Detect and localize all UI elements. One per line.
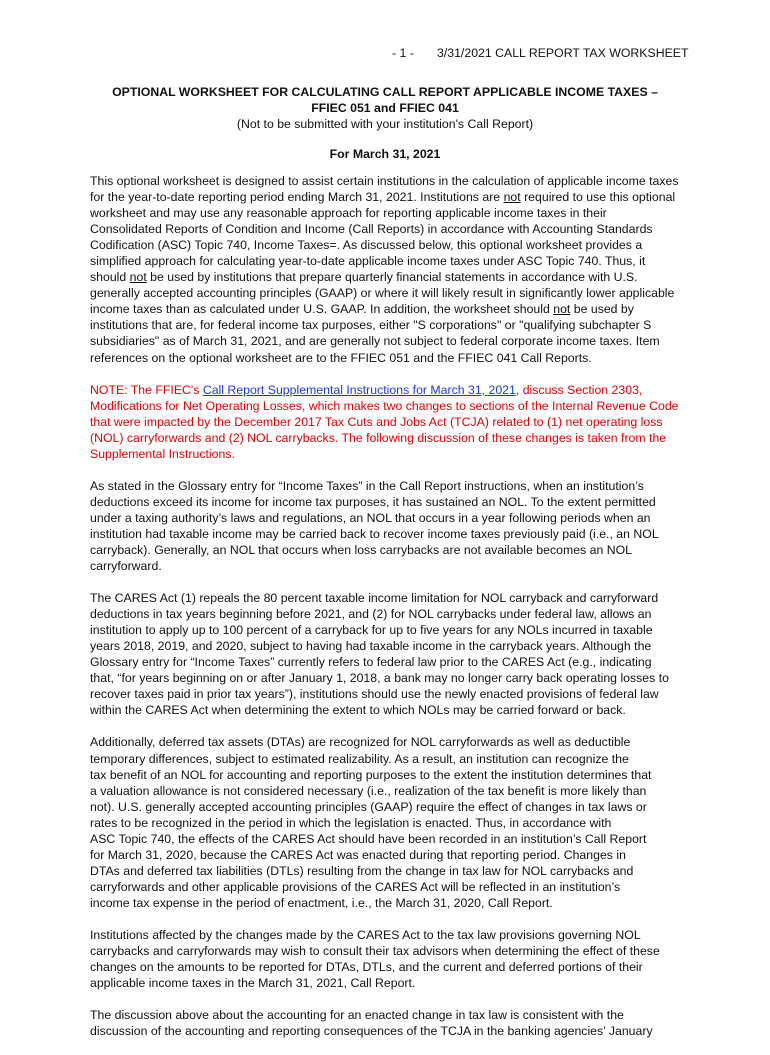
text-line: subsidiaries" as of March 31, 2021, and are generally not subject to federal corporate income taxes. Item (90, 334, 660, 349)
text-line: DTAs and deferred tax liabilities (DTLs) resulting from the change in tax law for NOL carrybacks and (90, 863, 634, 878)
text-line: that were impacted by the December 2017 Tax Cuts and Jobs Act (TCJA) related to (1) net operating loss (90, 414, 663, 429)
text-line: recover taxes paid in prior tax years”), institutions should use the newly enacted provisions of federal law (90, 687, 659, 702)
text-line: NOTE: The FFIEC's Call Report Supplemental Instructions for March 31, 2021, discuss Section 2303, (90, 382, 643, 397)
text-line: worksheet and may use any reasonable approach for reporting applicable income taxes in their (90, 206, 607, 221)
text-line: income tax expense in the period of enactment, i.e., the March 31, 2020, Call Report. (90, 895, 553, 910)
text-line: institution had taxable income may be carried back to recover income taxes previously paid (i.e., an NOL (90, 526, 659, 541)
text-line: applicable income taxes in the March 31, 2021, Call Report. (90, 976, 416, 991)
tcja-discussion-paragraph (90, 1007, 694, 1039)
tax-advisor-paragraph (90, 927, 694, 991)
text-line: deductions in tax years beginning before 2021, and (2) for NOL carrybacks under federal law, allows an (90, 607, 652, 622)
text-line: The CARES Act (1) repeals the 80 percent taxable income limitation for NOL carryback and carryforward (90, 591, 659, 606)
note-paragraph (90, 382, 694, 462)
text-line: ASC Topic 740, the effects of the CARES Act should have been recorded in an institution’s Call Report (90, 831, 647, 846)
text-line: generally accepted accounting principles (GAAP) or where it will likely result in significantly lower applicable (90, 286, 675, 301)
text-line: Institutions affected by the changes made by the CARES Act to the tax law provisions governing NOL (90, 927, 641, 942)
document-title-block (0, 84, 770, 132)
text-line: temporary differences, subject to estimated realizability. As a result, an institution can recognize the (90, 751, 629, 766)
text-line: rates to be recognized in the period in which the legislation is enacted. Thus, in accordance with (90, 815, 612, 830)
text-line: within the CARES Act when determining the extent to which NOLs may be carried forward or back. (90, 703, 626, 718)
supplemental-instructions-link[interactable]: Call Report Supplemental Instructions for March 31, 2021 (202, 382, 516, 397)
text-line: tax benefit of an NOL for accounting and reporting purposes to the extent the institution determines that (90, 767, 652, 782)
text-line: should not be used by institutions that prepare quarterly financial statements in accordance with U.S. (90, 270, 638, 285)
text-line: The discussion above about the accounting for an enacted change in tax law is consistent with the (90, 1008, 624, 1023)
cares-act-paragraph (90, 590, 694, 718)
text-line: changes on the amounts to be reported for DTAs, DTLs, and the current and deferred portions of their (90, 960, 643, 975)
text-line: Codification (ASC) Topic 740, Income Taxes=. As discussed below, this optional worksheet provides a (90, 238, 643, 253)
text-line: for March 31, 2020, because the CARES Act was enacted during that reporting period. Changes in (90, 847, 626, 862)
text-line: carryforwards and other applicable provisions of the CARES Act will be reflected in an institution’s (90, 879, 621, 894)
text-line: (NOL) carryforwards and (2) NOL carrybacks. The following discussion of these changes is taken from the (90, 430, 667, 445)
text-line: Consolidated Reports of Condition and Income (Call Reports) in accordance with Accounting Standards (90, 222, 653, 237)
text-line: institution to apply up to 100 percent of a carryback for up to five years for any NOLs incurred in taxable (90, 623, 653, 638)
text-line: for the year-to-date reporting period ending March 31, 2021. Institutions are not required to use this optional (90, 190, 676, 205)
text-line: As stated in the Glossary entry for “Income Taxes” in the Call Report instructions, when an institution’s (90, 478, 644, 493)
text-line: This optional worksheet is designed to assist certain institutions in the calculation of applicable income taxes (90, 174, 679, 188)
text-line: carrybacks and carryforwards may wish to consult their tax advisors when determining the effect of these (90, 944, 660, 959)
text-line: Glossary entry for “Income Taxes” currently refers to federal law prior to the CARES Act (e.g., indicating (90, 655, 652, 670)
report-date-heading: For March 31, 2021 (329, 147, 441, 161)
text-line: income taxes than as calculated under U.S. GAAP. In addition, the worksheet should not be used by (90, 302, 634, 317)
deferred-tax-paragraph (90, 734, 694, 911)
submission-note: (Not to be submitted with your institution's Call Report) (236, 117, 534, 131)
text-line: carryback). Generally, an NOL that occurs when loss carrybacks are not available becomes an NOL (90, 542, 632, 557)
header-title: 3/31/2021 CALL REPORT TAX WORKSHEET (437, 46, 689, 60)
intro-paragraph (90, 173, 694, 366)
text-line: institutions that are, for federal income tax purposes, either "S corporations" or "qualifying subchapter S (90, 318, 652, 333)
text-line: deductions exceed its income for income tax purposes, it has sustained an NOL. To the extent permitted (90, 494, 656, 509)
document-title: OPTIONAL WORKSHEET FOR CALCULATING CALL REPORT APPLICABLE INCOME TAXES – (112, 85, 658, 99)
text-line: discussion of the accounting and reporting consequences of the TCJA in the banking agencies’ January (90, 1024, 653, 1039)
page-number: - 1 - (392, 46, 414, 60)
text-line: references on the optional worksheet are to the FFIEC 051 and the FFIEC 041 Call Reports. (90, 350, 592, 365)
text-line: that, “for years beginning on or after January 1, 2018, a bank may no longer carry back operating losses to (90, 671, 669, 686)
text-line: Modifications for Net Operating Losses, which makes two changes to sections of the Internal Revenue Code (90, 398, 679, 413)
text-line: a valuation allowance is not considered necessary (i.e., realization of the tax benefit is more likely than (90, 783, 647, 798)
text-line: Supplemental Instructions. (90, 446, 235, 461)
text-line: not). U.S. generally accepted accounting principles (GAAP) require the effect of changes in tax laws or (90, 799, 647, 814)
nol-definition-paragraph (90, 478, 694, 574)
text-line: carryforward. (90, 559, 162, 574)
text-line: simplified approach for calculating year-to-date applicable income taxes under ASC Topic 740. Thus, it (90, 254, 646, 269)
document-body (90, 173, 694, 1055)
text-line: under a taxing authority’s laws and regulations, an NOL that occurs in a year following periods when an (90, 510, 651, 525)
document-subtitle: FFIEC 051 and FFIEC 041 (311, 101, 459, 115)
text-line: years 2018, 2019, and 2020, subject to having had taxable income in the carryback years. Although the (90, 639, 652, 654)
text-line: Additionally, deferred tax assets (DTAs) are recognized for NOL carryforwards as well as deductible (90, 735, 631, 750)
